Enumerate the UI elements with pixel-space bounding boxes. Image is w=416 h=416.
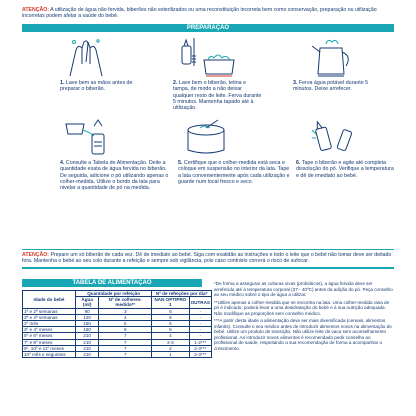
header-age: Idade do bebé (23, 291, 76, 309)
header-meals: Nº de refeições por dia* (152, 291, 212, 297)
cell-age: 3ª e 4ª semanas (23, 314, 76, 320)
step-3-text (293, 80, 379, 93)
cell-nan: 2-3 (152, 339, 189, 345)
step-2-number: 2. (173, 80, 178, 86)
cell-water: 210 (76, 333, 99, 339)
cell-age: 3º e 4º meses (23, 327, 76, 333)
step-2-text (173, 80, 263, 111)
cell-age: 7º e 8º meses (23, 339, 76, 345)
step-4-illustration (60, 116, 120, 158)
feeding-table-title: TABELA DE ALIMENTAÇÃO (72, 280, 152, 286)
table-row (23, 352, 212, 358)
step-2-illustration (178, 36, 238, 78)
step-6-text (296, 160, 396, 179)
scoop-tin-icon (188, 120, 224, 153)
cell-scoops: 7 (99, 352, 152, 358)
step-1-description: Lave bem as mãos antes de preparar o biberão. (60, 80, 133, 93)
cell-outras: - (189, 327, 211, 333)
cell-outras: 1-2*** (189, 339, 211, 345)
cell-scoops: 4 (99, 314, 152, 320)
section-header-bar (22, 24, 394, 32)
header-outras: OUTRAS (189, 297, 211, 308)
footnotes (214, 281, 394, 351)
cell-water: 90 (76, 308, 99, 314)
kettle-icon (312, 40, 348, 76)
cell-nan: 2 (152, 345, 189, 351)
cell-age: 10º mês e seguintes (23, 352, 76, 358)
step-5-text (178, 160, 290, 185)
cell-water: 210 (76, 345, 99, 351)
step-3-illustration (306, 36, 358, 78)
cell-nan: 5 (152, 321, 189, 327)
cell-outras: 2-3*** (189, 352, 211, 358)
step-1-text (60, 80, 146, 93)
header-scoops: Nº de colheres-medida** (99, 297, 152, 308)
step-1-illustration (60, 36, 112, 78)
cell-water: 180 (76, 327, 99, 333)
cell-water: 210 (76, 352, 99, 358)
cell-outras: - (189, 308, 211, 314)
top-warning-label: ATENÇÃO: (22, 7, 49, 13)
cell-outras: - (189, 314, 211, 320)
header-nan-optipro: NAN OPTIPRO 1 (152, 297, 189, 308)
cell-age: 5º e 6º meses (23, 333, 76, 339)
cell-scoops: 5 (99, 321, 152, 327)
step-4-text (60, 160, 170, 191)
footnote-2: **Utilize apenas a colher-medida que se encontra na lata. Uma colher-medida rasa de pó é indicado; poderá levar a uma desidratação do bebé e à sua nutrição adequada. Não modifique as proporções sem conselho médico. (214, 299, 390, 316)
top-warning-text: A utilização de água não fervida, biberões não esterilizados ou uma reconstituição incorreta bem como conservação, preparação ou utilização incorretas podem afetar a saúde do bebé. (22, 7, 377, 20)
bottom-warning-text: Prepare um só biberão de cada vez. Dê de imediato ao bebé. Siga com exatidão as instruções e todo o leite que o bebé não tomar deve ser deitado fora. Mantenha o bebé ao seu colo durante a refeição e sempre sob vigilância, pois caso contrário correrá o risco de sufocar. (22, 252, 392, 265)
pouring-water-icon (66, 120, 104, 154)
cell-water: 210 (76, 339, 99, 345)
cell-scoops: 6 (99, 327, 152, 333)
bottom-warning (22, 249, 394, 265)
cell-age: 2º mês (23, 321, 76, 327)
step-5-number: 5. (178, 160, 183, 166)
step-3-number: 3. (293, 80, 298, 86)
cell-water: 120 (76, 314, 99, 320)
header-water: Água (ml) (76, 297, 99, 308)
cell-age: 9º, 10º e 11º meses (23, 345, 76, 351)
feeding-table (22, 290, 212, 358)
step-1-number: 1. (60, 80, 65, 86)
step-6-illustration (308, 116, 360, 158)
bottle-brush-pot-icon (182, 38, 234, 76)
cell-scoops: 7 (99, 333, 152, 339)
header-quantity: Quantidade por refeição (76, 291, 152, 297)
cell-scoops: 7 (99, 339, 152, 345)
step-4-description: Consulte a Tabela de Alimentação. Deite a quantidade exata de água fervida no biberão. De seguida, adicione o pó utilizando apenas o colher-medida. Utilize o bordo da lata para nivelar a quantidade de pó na medida. (60, 160, 169, 192)
cell-scoops: 7 (99, 345, 152, 351)
footnote-3: ***A partir desta idade a alimentação deve ser mais diversificada (cereais, alimentos infantis). Consulte o seu médico antes de introduzir alimentos novos na alimentação do bebé. Utilize um produto de transição. Não utilize leite de vaca sem aconselhamento profissional. Ao introduzir novos alimentos é recomendado pedir conselho ao profissional de saúde, respeitando a sua recomendação de forma a acompanhar o crescimento. (214, 318, 392, 351)
cell-outras: - (189, 333, 211, 339)
cell-scoops: 3 (99, 308, 152, 314)
feeding-table-title-bar (22, 279, 202, 287)
step-6-number: 6. (296, 160, 301, 166)
step-4-number: 4. (60, 160, 65, 166)
bottom-warning-rule (22, 267, 394, 269)
cell-age: 1ª e 2ª semanas (23, 308, 76, 314)
section-title: PREPARAÇÃO (186, 25, 230, 31)
cell-nan: 5 (152, 327, 189, 333)
shaking-bottle-icon (312, 121, 352, 151)
cell-nan: 1 (152, 352, 189, 358)
cell-water: 150 (76, 321, 99, 327)
cell-outras: - (189, 321, 211, 327)
bottom-warning-label: ATENÇÃO: (22, 252, 49, 258)
step-5-description: Certifique que o colher-medida está seca e coloque em suspensão no interior da lata. Tape a lata convenientemente após cada utilização e guarde num local fresco e seco. (178, 160, 290, 185)
cell-nan: 4 (152, 333, 189, 339)
washing-hands-icon (70, 40, 102, 76)
cell-nan: 6 (152, 308, 189, 314)
step-5-illustration (180, 116, 232, 158)
cell-nan: 5 (152, 314, 189, 320)
top-warning (22, 7, 394, 20)
step-2-description: Lave bem o biberão, tetina e tampa, de modo a não deixar qualquer resto de leite. Ferva durante 5 minutos. Mantenha tapado até à utilização. (173, 80, 262, 112)
step-6-description: Tape o biberão e agite até completa dissolução do pó. Verifique a temperatura e dê de imediato ao bebé. (296, 160, 394, 179)
step-3-description: Ferva água potável durante 5 minutos. Deixe arrefecer. (293, 80, 369, 93)
footnote-1: *De forma a assegurar as culturas vivas (probióticos), a água fervida deve ser arrefecida até à temperatura corporal (37 - 40ºC) antes da adição do pó. Peça conselho ao seu médico sobre o tipo de água a utilizar. (214, 281, 393, 297)
cell-outras: 2-3*** (189, 345, 211, 351)
